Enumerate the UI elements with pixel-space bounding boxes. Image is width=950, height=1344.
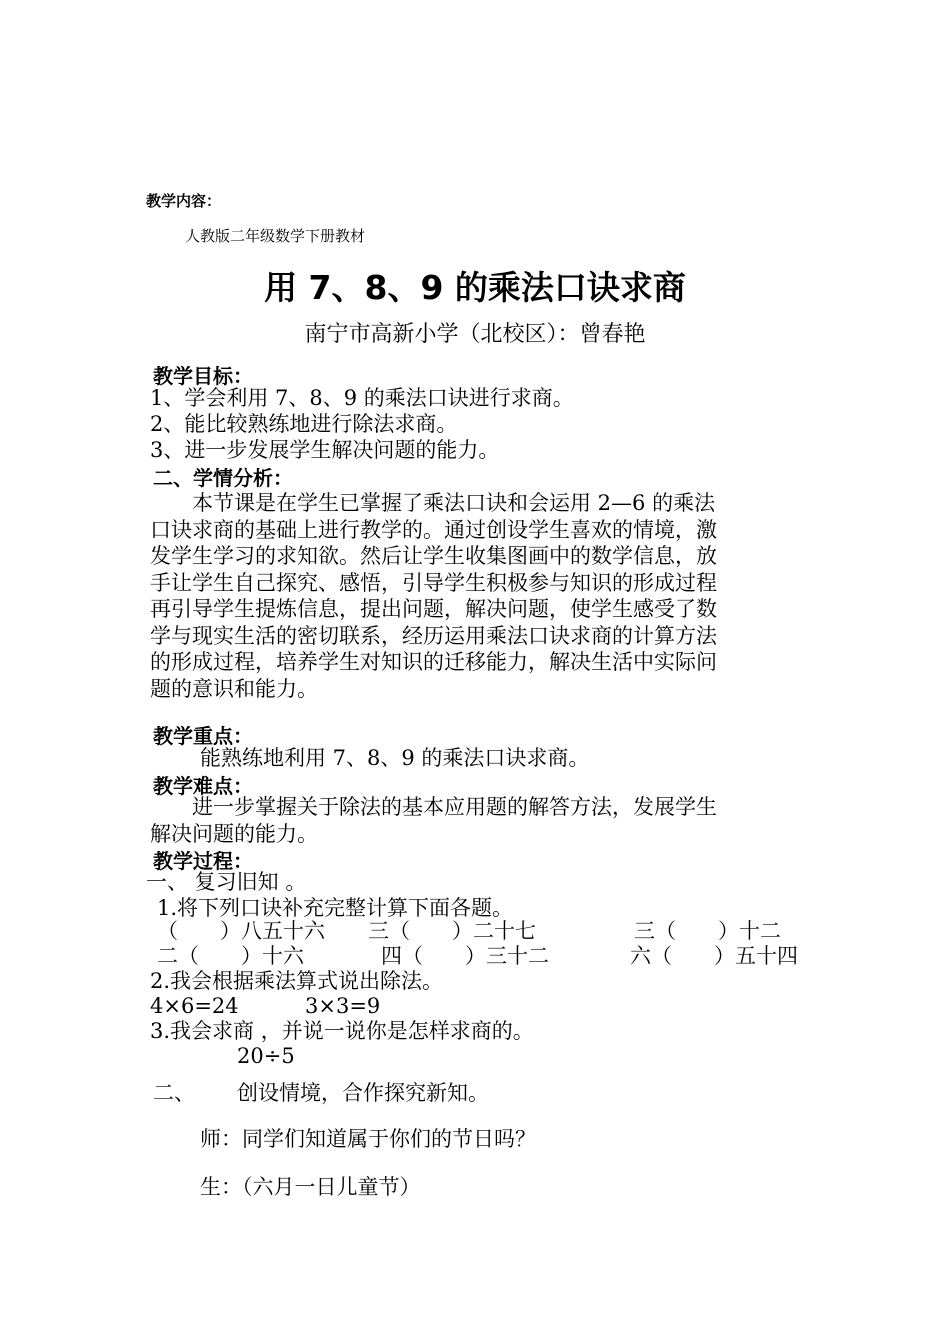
question-3-expression: 20÷5 [237, 1044, 295, 1068]
difficulties-paragraph [150, 794, 810, 847]
analysis-line: 学与现实生活的密切联系，经历运用乘法口诀求商的计算方法 [150, 623, 717, 648]
review-title: 一、 复习旧知 。 [146, 870, 307, 894]
question-1: 1.将下列口诀补充完整计算下面各题。 [157, 896, 514, 920]
key-points-heading: 教学重点： [153, 724, 253, 748]
analysis-line: 题的意识和能力。 [150, 676, 318, 701]
page-title: 用 7、8、9 的乘法口诀求商 [264, 268, 686, 307]
analysis-line: 口诀求商的基础上进行教学的。通过创设学生喜欢的情境，激 [150, 517, 717, 542]
teacher-line: 师：同学们知道属于你们的节日吗？ [200, 1127, 536, 1151]
fill-item: 三（ ）二十七 [368, 919, 536, 943]
fill-item: 六（ ）五十四 [630, 944, 798, 968]
student-line: 生：（六月一日儿童节） [200, 1175, 421, 1199]
goal-item-1: 1、学会利用 7、8、9 的乘法口诀进行求商。 [150, 386, 574, 410]
goals-heading: 教学目标： [153, 364, 253, 388]
process-heading: 教学过程： [153, 849, 253, 873]
author-line: 南宁市高新小学（北校区）：曾春艳 [304, 322, 646, 347]
equation-1: 4×6=24 [150, 994, 239, 1018]
equation-2: 3×3=9 [305, 994, 381, 1018]
key-points-text: 能熟练地利用 7、8、9 的乘法口诀求商。 [200, 746, 590, 770]
difficulties-heading: 教学难点： [153, 774, 253, 798]
content-label: 教学内容： [146, 192, 222, 210]
analysis-paragraph [150, 490, 810, 702]
textbook-label: 人教版二年级数学下册教材 [185, 227, 366, 245]
goal-item-3: 3、进一步发展学生解决问题的能力。 [150, 438, 500, 462]
fill-item: 四（ ）三十二 [381, 944, 549, 968]
question-2: 2.我会根据乘法算式说出除法。 [150, 969, 444, 993]
section-2-title: 创设情境，合作探究新知。 [237, 1081, 489, 1105]
analysis-line: 的形成过程，培养学生对知识的迁移能力，解决生活中实际问 [150, 650, 717, 674]
analysis-line: 发学生学习的求知欲。然后让学生收集图画中的数学信息，放 [150, 544, 717, 568]
analysis-line: 再引导学生提炼信息，提出问题，解决问题，使学生感受了数 [150, 597, 717, 621]
question-3: 3.我会求商 ，并说一说你是怎样求商的。 [150, 1019, 534, 1043]
difficulties-line: 进一步掌握关于除法的基本应用题的解答方法，发展学生 [150, 795, 717, 819]
section-2-number: 二、 [153, 1081, 195, 1105]
fill-item: 二（ ）十六 [157, 944, 304, 968]
difficulties-line: 解决问题的能力。 [150, 821, 318, 846]
analysis-line: 手让学生自己探究、感悟，引导学生积极参与知识的形成过程 [150, 570, 717, 595]
fill-item: （ ）八五十六 [157, 919, 325, 943]
analysis-line: 本节课是在学生已掌握了乘法口诀和会运用 2—6 的乘法 [150, 491, 716, 515]
fill-item: 三（ ）十二 [634, 919, 781, 943]
analysis-heading: 二、学情分析： [153, 466, 293, 490]
goal-item-2: 2、能比较熟练地进行除法求商。 [150, 412, 458, 436]
